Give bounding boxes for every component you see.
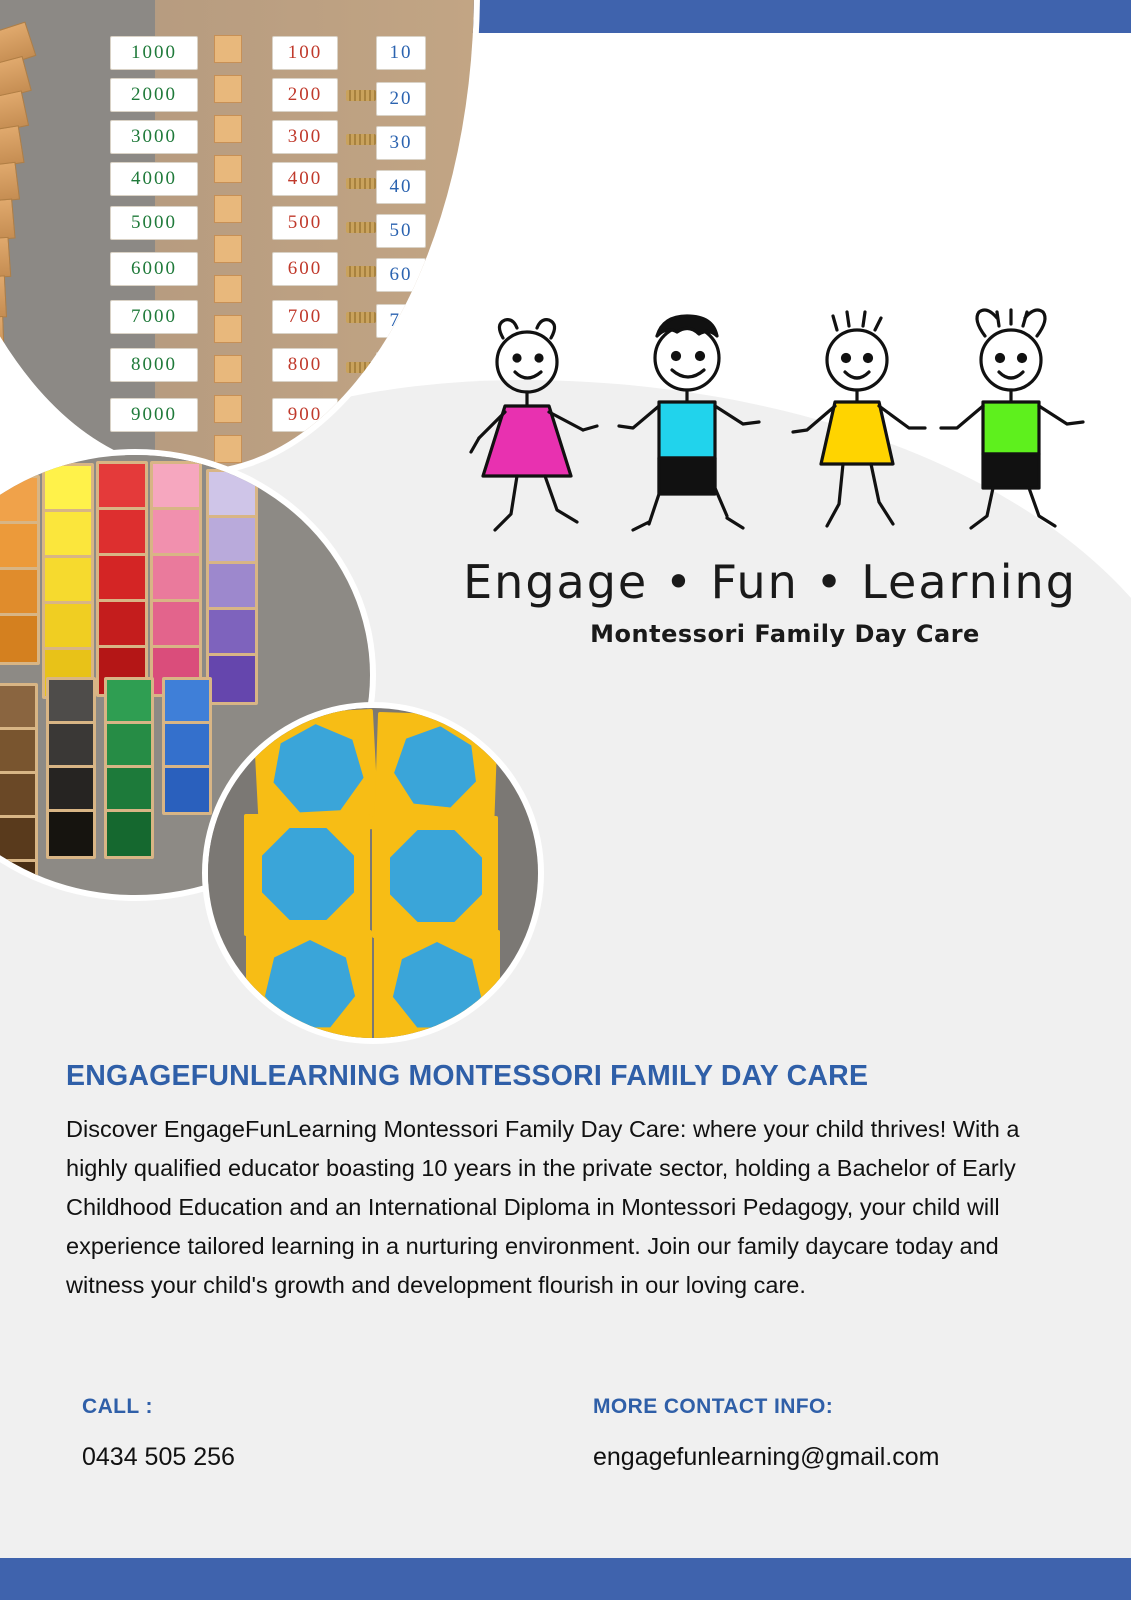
photo-montessori-number-cards [0, 0, 474, 470]
number-card-9000: 9000 [110, 398, 198, 432]
phone-number[interactable]: 0434 505 256 [82, 1443, 235, 1471]
logo-wordmark: Engage • Fun • Learning [463, 555, 1077, 609]
number-card-70: 70 [376, 304, 426, 338]
page-title: ENGAGEFUNLEARNING MONTESSORI FAMILY DAY CARE [66, 1060, 869, 1092]
number-card-5000: 5000 [110, 206, 198, 240]
number-card-100: 100 [272, 36, 338, 70]
brand-logo [455, 300, 1095, 680]
contact-section [66, 1395, 1066, 1505]
wooden-thousand-cubes [0, 0, 14, 470]
number-card-7000: 7000 [110, 300, 198, 334]
number-card-90: 90 [376, 400, 426, 434]
contact-call-column [82, 1395, 235, 1472]
number-card-600: 600 [272, 252, 338, 286]
children-drawing-icon [465, 300, 1095, 540]
number-card-4000: 4000 [110, 162, 198, 196]
number-card-3000: 3000 [110, 120, 198, 154]
number-card-8000: 8000 [110, 348, 198, 382]
body-paragraph: Discover EngageFunLearning Montessori Family Day Care: where your child thrives! With a highly qualified educator boasting 10 years in the private sector, holding a Bachelor of Early Childhood Education and an International Diploma in Montessori Pedagogy, your child will experience tailored learning in a nurturing environment. Join our family daycare today and witness your child's growth and development flourish in our loving care. [66, 1116, 1020, 1298]
number-card-30: 30 [376, 126, 426, 160]
number-card-400: 400 [272, 162, 338, 196]
photo-yellow-cards-blue-shapes [208, 708, 538, 1038]
number-card-50: 50 [376, 214, 426, 248]
number-card-500: 500 [272, 206, 338, 240]
logo-tagline: Montessori Family Day Care [590, 620, 980, 648]
more-contact-label: MORE CONTACT INFO: [593, 1395, 834, 1418]
number-card-300: 300 [272, 120, 338, 154]
number-card-10: 10 [376, 36, 426, 70]
number-card-800: 800 [272, 348, 338, 382]
number-card-200: 200 [272, 78, 338, 112]
number-card-6000: 6000 [110, 252, 198, 286]
number-card-80: 80 [376, 352, 426, 386]
call-label: CALL : [82, 1395, 153, 1418]
number-card-20: 20 [376, 82, 426, 116]
contact-more-column [593, 1395, 939, 1472]
bottom-brand-bar [0, 1558, 1131, 1600]
number-card-60: 60 [376, 258, 426, 292]
number-card-1000: 1000 [110, 36, 198, 70]
number-card-40: 40 [376, 170, 426, 204]
number-card-700: 700 [272, 300, 338, 334]
number-card-900: 900 [272, 398, 338, 432]
email-address[interactable]: engagefunlearning@gmail.com [593, 1443, 940, 1471]
number-card-2000: 2000 [110, 78, 198, 112]
